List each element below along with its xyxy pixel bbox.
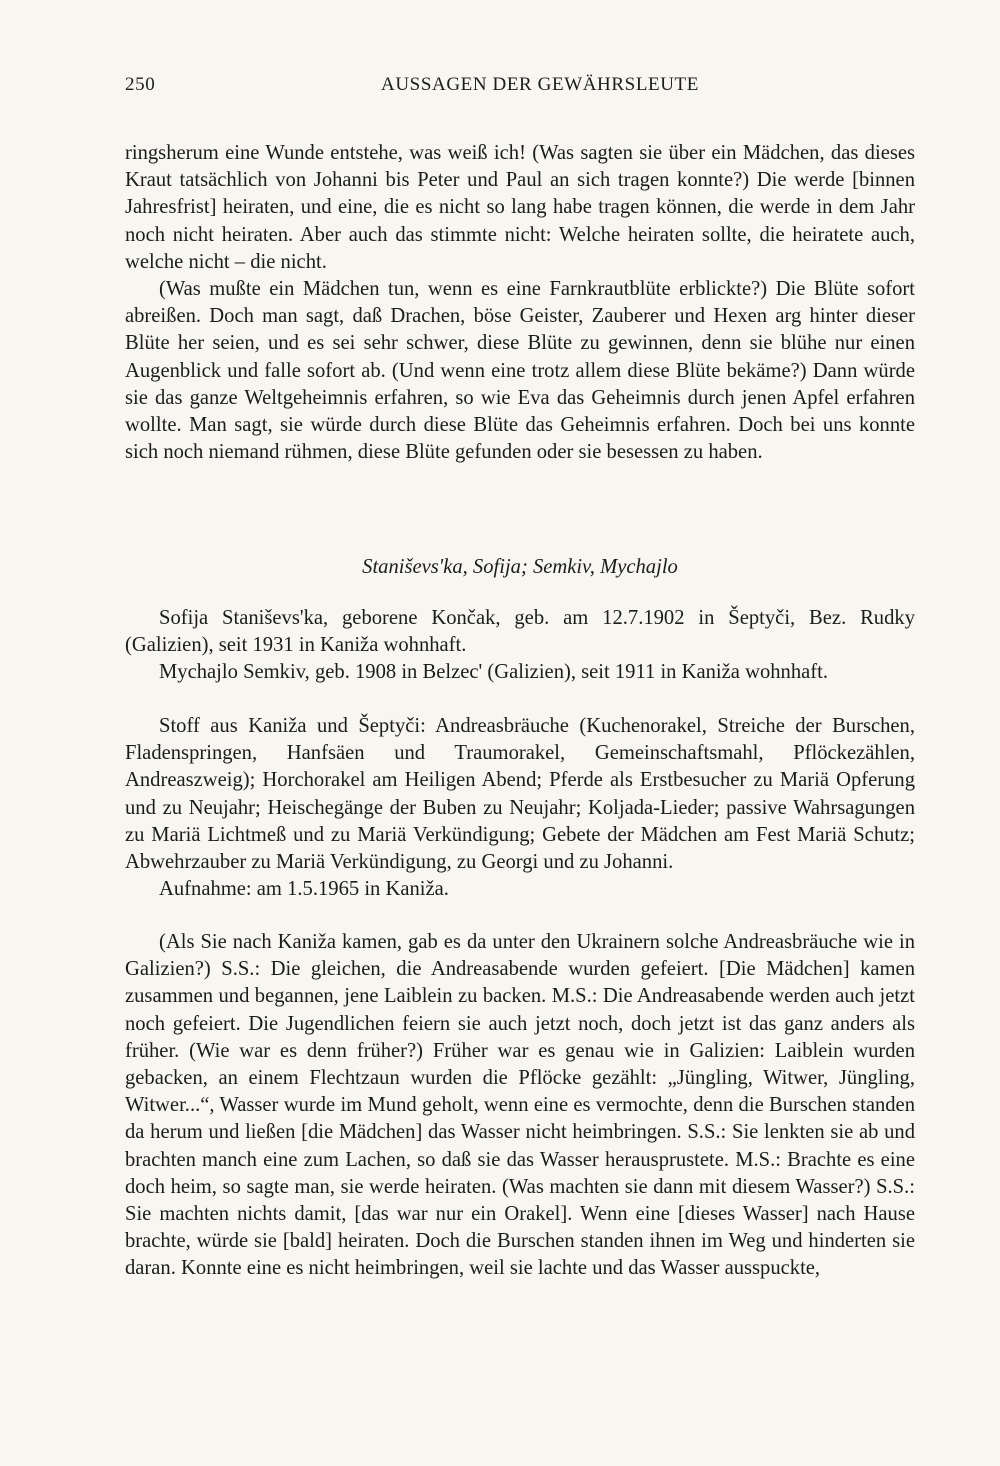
bio-paragraph: Sofija Staniševs'ka, geborene Končak, geb. am 12.7.1902 in Šeptyči, Bez. Rudky (Galizien), seit 1931 in Kaniža wohnhaft.	[125, 607, 915, 657]
running-head	[125, 74, 915, 104]
paragraph: (Was mußte ein Mädchen tun, wenn es eine Farnkrautblüte erblickte?) Die Blüte sofort abreißen. Doch man sagt, daß Drachen, böse Geister, Zauberer und Hexen arg hinter dieser Blüte her seien, und es sei sehr schwer, diese Blüte zu gewinnen, denn sie blühe nur einen Augenblick und falle sofort ab. (Und wenn eine trotz allem diese Blüte bekäme?) Dann würde sie das ganze Weltgeheimnis erfahren, so wie Eva das Geheimnis durch jenen Apfel erfahren wollte. Man sagt, sie würde durch diese Blüte das Geheimnis erfahren. Doch bei uns konnte sich noch niemand rühmen, diese Blüte gefunden oder sie besessen zu haben.	[125, 278, 915, 464]
section-heading: Staniševs'ka, Sofija; Semkiv, Mychajlo	[362, 556, 678, 578]
informant-bios	[125, 605, 915, 687]
stoff-paragraph: Stoff aus Kaniža und Šeptyči: Andreasbräuche (Kuchenorakel, Streiche der Burschen, Fladenspringen, Hanfsäen und Traumorakel, Gemeinschaftsmahl, Pflöckezählen, Andreaszweig); Horchorakel am Heiligen Abend; Pferde als Erstbesucher zu Mariä Opferung und zu Neujahr; Heischegänge der Buben zu Neujahr; Koljada-Lieder; passive Wahrsagungen zu Mariä Lichtmeß und zu Mariä Verkündigung; Gebete der Mädchen am Fest Mariä Schutz; Abwehrzauber zu Mariä Verkündigung, zu Georgi und zu Johanni.	[125, 715, 915, 874]
interview-text	[125, 929, 915, 1283]
running-title: AUSSAGEN DER GEWÄHRSLEUTE	[381, 74, 699, 95]
page-number: 250	[125, 74, 156, 95]
text-block-farnkraut	[125, 140, 915, 466]
bio-paragraph: Mychajlo Semkiv, geb. 1908 in Belzec' (Galizien), seit 1911 in Kaniža wohnhaft.	[159, 661, 829, 684]
material-summary	[125, 713, 915, 903]
paragraph: ringsherum eine Wunde entstehe, was weiß ich! (Was sagten sie über ein Mädchen, das dieses Kraut tatsächlich von Johanni bis Peter und Paul an sich tragen konnte?) Die werde [binnen Jahresfrist] heiraten, und eine, die es nicht so lang habe tragen können, die werde in dem Jahr noch nicht heiraten. Aber auch das stimmte nicht: Welche heiraten sollte, die heiratete auch, welche nicht – die nicht.	[125, 142, 915, 273]
recording-date: Aufnahme: am 1.5.1965 in Kaniža.	[159, 878, 449, 901]
paragraph: (Als Sie nach Kaniža kamen, gab es da unter den Ukrainern solche Andreasbräuche wie in Galizien?) S.S.: Die gleichen, die Andreasabende wurden gefeiert. [Die Mädchen] kamen zusammen und begannen, jene Laiblein zu backen. M.S.: Die Andreasabende werden auch jetzt noch gefeiert. Die Jugendlichen feiern sie auch jetzt noch, doch jetzt ist das ganz anders als früher. (Wie war es denn früher?) Früher war es genau wie in Galizien: Laiblein wurden gebacken, an einem Flechtzaun wurden die Pflöcke gezählt: „Jüngling, Witwer, Jüngling, Witwer...“, Wasser wurde im Mund geholt, wenn eine es vermochte, denn die Burschen standen da herum und ließen [die Mädchen] das Wasser nicht heimbringen. S.S.: Sie lenkten sie ab und brachten manch eine zum Lachen, so daß sie das Wasser herausprustete. M.S.: Brachte es eine doch heim, so sagte man, sie werde heiraten. (Was machten sie dann mit diesem Wasser?) S.S.: Sie machten nichts damit, [das war nur ein Orakel]. Wenn eine [dieses Wasser] nach Hause brachte, würde sie [bald] heiraten. Doch die Burschen standen ihnen im Weg und hinderten sie daran. Konnte eine es nicht heimbringen, weil sie lachte und das Wasser ausspuckte,	[125, 931, 915, 1280]
